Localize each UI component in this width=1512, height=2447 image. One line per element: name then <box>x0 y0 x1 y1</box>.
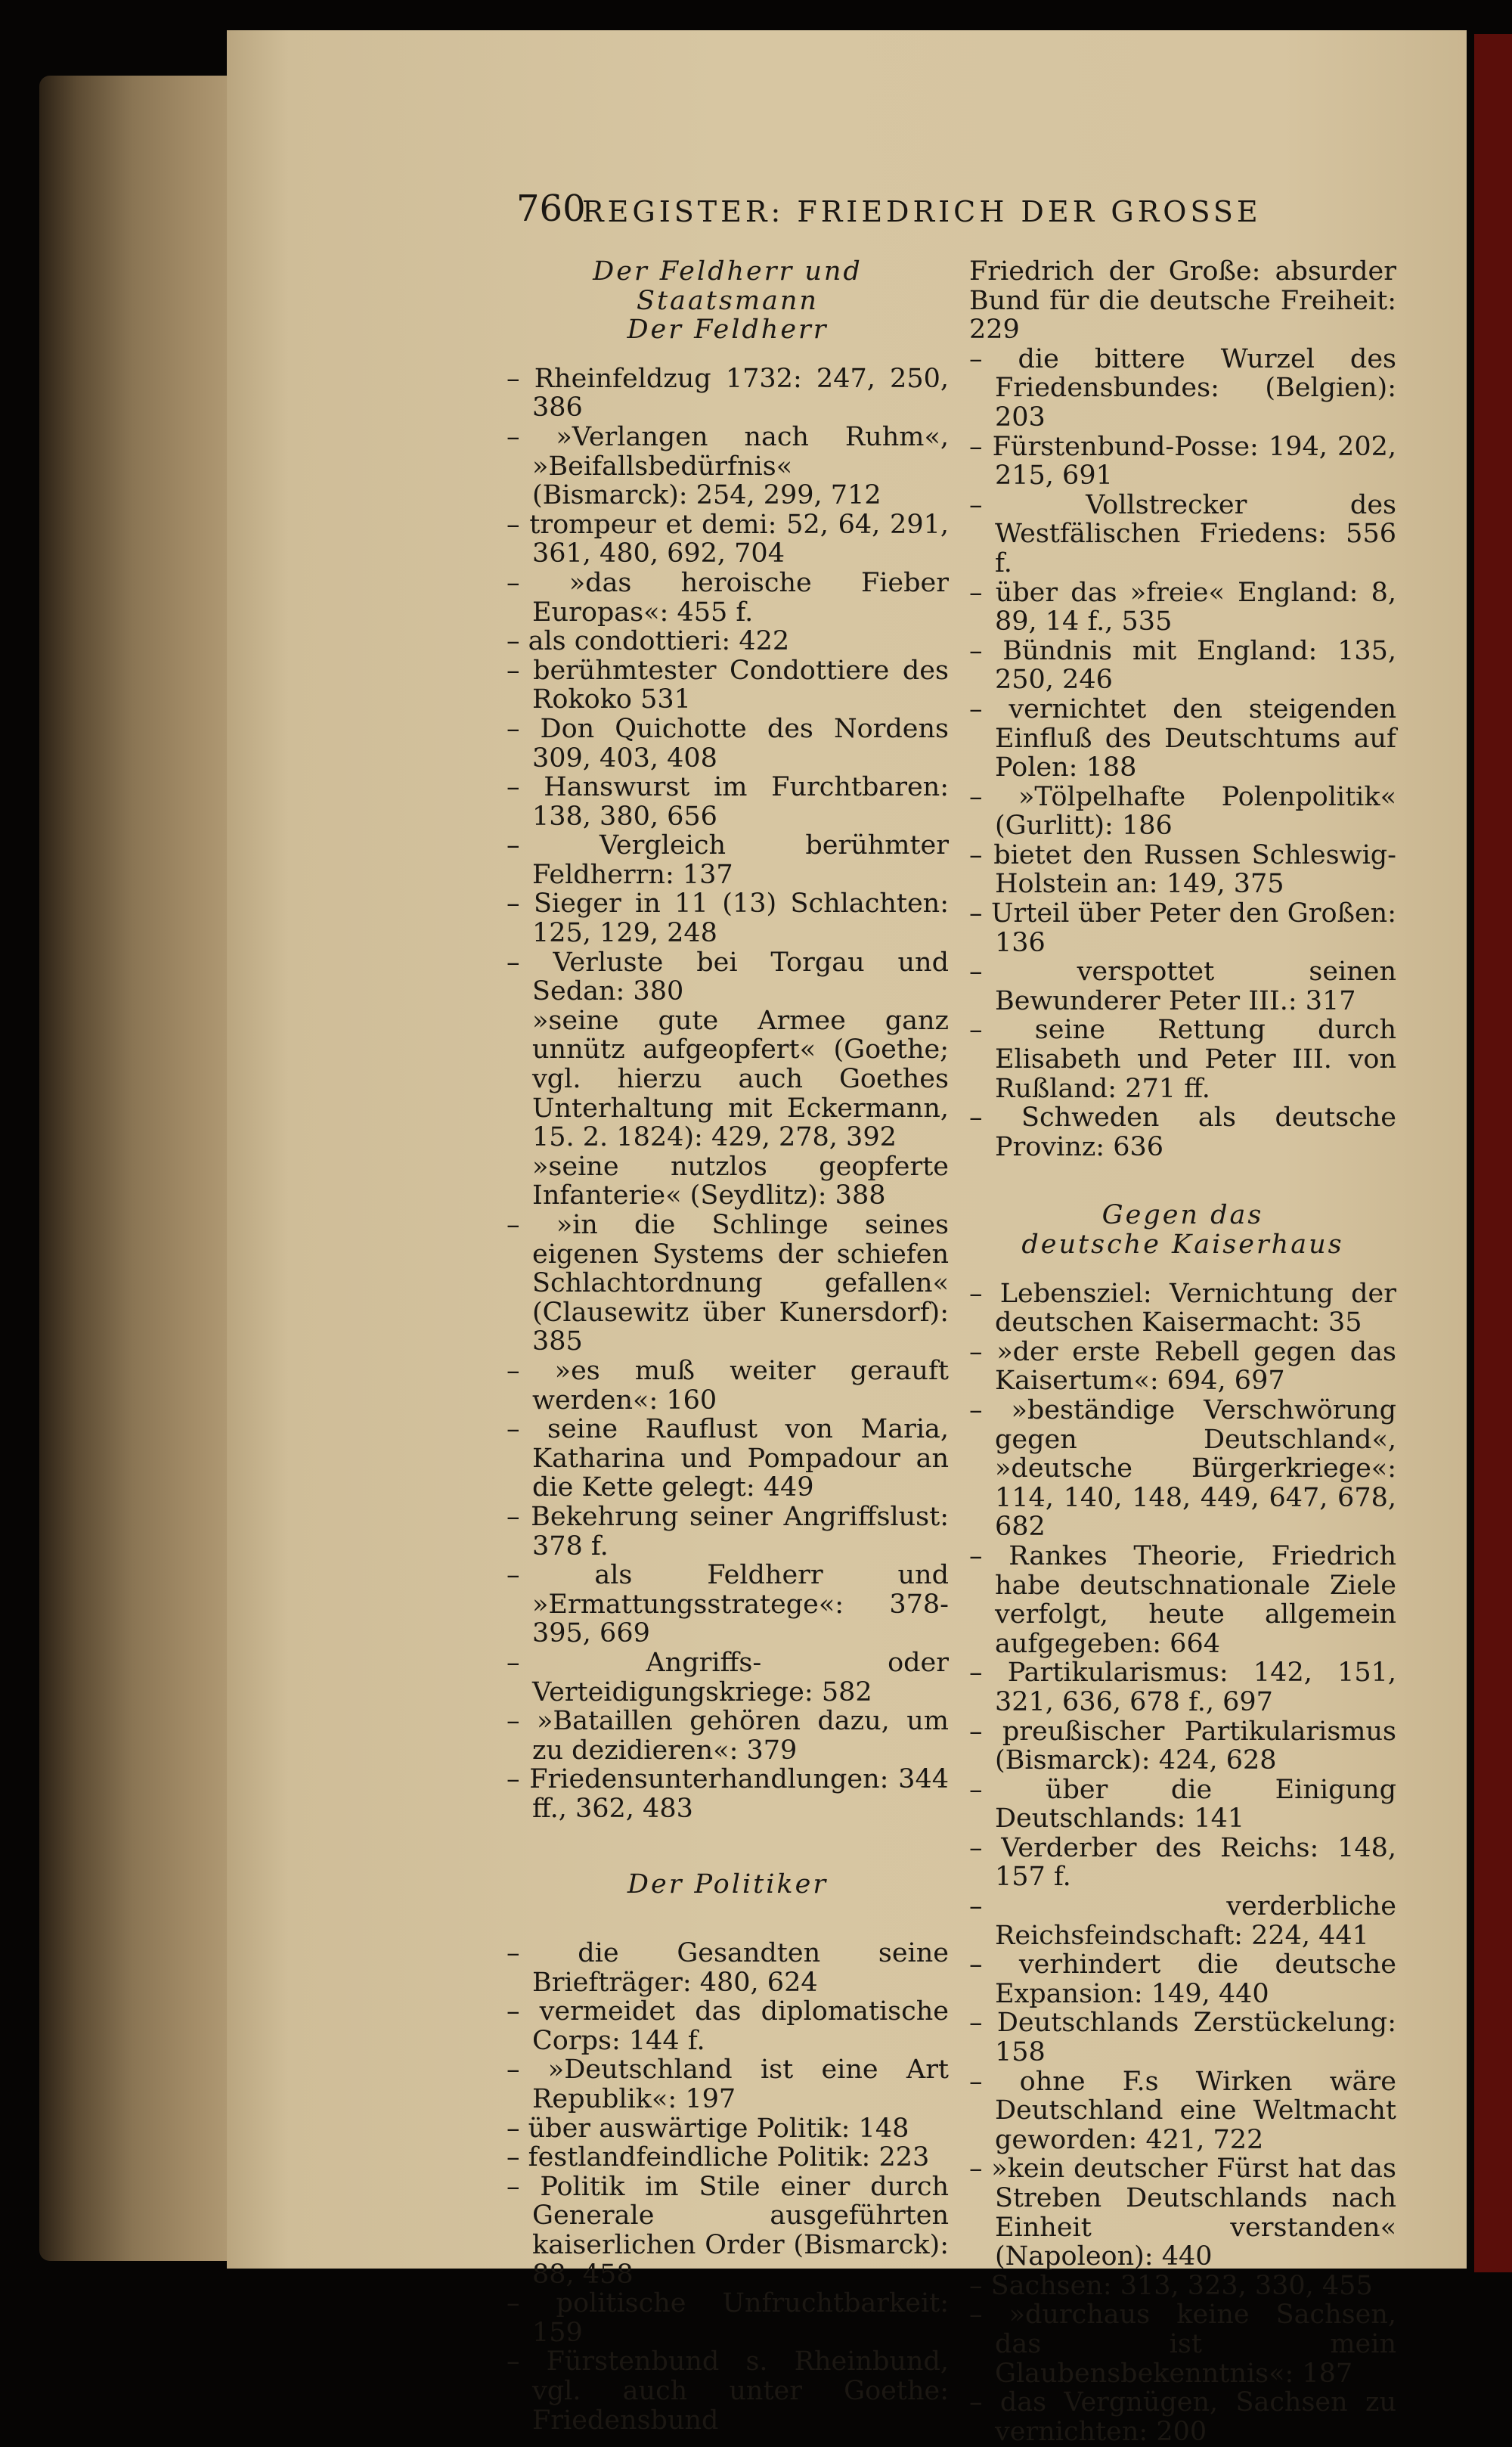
index-entry: – Angriffs- oder Verteidigungskriege: 582 <box>507 1647 949 1707</box>
index-entry: – Fürstenbund-Posse: 194, 202, 215, 691 <box>969 431 1396 492</box>
index-entry: – »Tölpelhafte Polenpolitik« (Gurlitt): 186 <box>969 781 1396 842</box>
section-heading-feldherr-staatsmann: Der Feldherr und Staatsmann <box>593 256 863 316</box>
sub-heading-gegen-das: Gegen das <box>1101 1200 1264 1231</box>
index-entry: – als Feldherr und »Ermattungsstratege«: 378-395, 669 <box>507 1560 949 1649</box>
index-entry: – Partikularismus: 142, 151, 321, 636, 678 f., 697 <box>969 1658 1396 1717</box>
sub-heading-kaiserhaus: deutsche Kaiserhaus <box>1021 1230 1344 1260</box>
index-entry: – Vergleich berühmter Feldherrn: 137 <box>507 830 949 890</box>
index-entry: – verderbliche Reichsfeindschaft: 224, 441 <box>969 1891 1396 1951</box>
index-entry: – Verderber des Reichs: 148, 157 f. <box>969 1832 1396 1893</box>
index-entry: – »der erste Rebell gegen das Kaisertum«: 694, 697 <box>969 1336 1396 1397</box>
index-entry: – Sachsen: 313, 323, 330, 455 <box>969 2270 1373 2301</box>
index-entry: – »kein deutscher Fürst hat das Streben Deutschlands nach Einheit verstanden« (Napoleon): 440 <box>969 2154 1396 2272</box>
index-entry-continued: Friedrich der Große: absurder Bund für die deutsche Freiheit: 229 <box>969 256 1396 346</box>
index-entry: – »das heroische Fieber Europas«: 455 f. <box>507 567 949 628</box>
index-entry: – Don Quichotte des Nordens 309, 403, 408 <box>507 713 949 774</box>
index-entry: – Sieger in 11 (13) Schlachten: 125, 129, 248 <box>507 889 949 949</box>
left-column <box>507 257 949 2435</box>
index-entry: – »in die Schlinge seines eigenen Systems der schiefen Schlachtordnung gefallen« (Clausewitz über Kunersdorf): 385 <box>507 1210 949 1357</box>
index-entry: – »durchaus keine Sachsen, das ist mein Glaubensbekenntnis«: 187 <box>969 2300 1396 2389</box>
sub-heading-feldherr: Der Feldherr <box>627 315 829 346</box>
index-entry: – Hanswurst im Furchtbaren: 138, 380, 656 <box>507 772 949 832</box>
index-entry: – »beständige Verschwörung gegen Deutschland«, »deutsche Bürgerkriege«: 114, 140, 148, 449, 647, 678, 682 <box>969 1394 1396 1543</box>
index-entry: – preußischer Partikularismus (Bismarck): 424, 628 <box>969 1716 1396 1776</box>
index-entry: – Bündnis mit England: 135, 250, 246 <box>969 635 1396 696</box>
index-entry: – »Bataillen gehören dazu, um zu dezidieren«: 379 <box>507 1706 949 1766</box>
index-entry: – festlandfeindliche Politik: 223 <box>507 2142 930 2173</box>
index-entry: – seine Rauflust von Maria, Katharina und Pompadour an die Kette gelegt: 449 <box>507 1414 949 1503</box>
right-column <box>969 257 1396 2446</box>
index-entry: – Rankes Theorie, Friedrich habe deutschnationale Ziele verfolgt, heute allgemein aufgegeben: 664 <box>969 1540 1396 1659</box>
index-entry: – »es muß weiter gerauft werden«: 160 <box>507 1355 949 1416</box>
facing-page-edge <box>1474 34 1512 2272</box>
index-entry: – »Deutschland ist eine Art Republik«: 197 <box>507 2055 949 2115</box>
index-entry: – »Verlangen nach Ruhm«, »Beifallsbedürfnis« (Bismarck): 254, 299, 712 <box>507 421 949 511</box>
book-spine-edge <box>39 76 247 2261</box>
index-entry: – ohne F.s Wirken wäre Deutschland eine Weltmacht geworden: 421, 722 <box>969 2066 1396 2155</box>
index-entry: – bietet den Russen Schleswig-Holstein an: 149, 375 <box>969 839 1396 900</box>
index-entry: – vernichtet den steigenden Einfluß des Deutschtums auf Polen: 188 <box>969 693 1396 783</box>
index-entry: – seine Rettung durch Elisabeth und Peter III. von Rußland: 271 ff. <box>969 1015 1396 1104</box>
index-entry: – verspottet seinen Bewunderer Peter III.: 317 <box>969 957 1396 1016</box>
index-entry: – über das »freie« England: 8, 89, 14 f., 535 <box>969 577 1396 637</box>
index-entry: – Fürstenbund s. Rheinbund, vgl. auch unter Goethe: Friedensbund <box>507 2346 949 2436</box>
index-entry: – Verluste bei Torgau und Sedan: 380 <box>507 947 949 1007</box>
index-entry: – politische Unfruchtbarkeit: 159 <box>507 2288 949 2348</box>
index-entry: – Bekehrung seiner Angriffslust: 378 f. <box>507 1501 949 1562</box>
index-entry: – Rheinfeldzug 1732: 247, 250, 386 <box>507 363 949 423</box>
index-entry: – Urteil über Peter den Großen: 136 <box>969 898 1396 958</box>
index-entry: – berühmtester Condottiere des Rokoko 531 <box>507 655 949 715</box>
index-subentry: »seine nutzlos geopferte Infanterie« (Seydlitz): 388 <box>532 1151 949 1211</box>
index-entry: – Vollstrecker des Westfälischen Friedens: 556 f. <box>969 489 1396 578</box>
index-subentry: »seine gute Armee ganz unnütz aufgeopfert« (Goethe; vgl. hierzu auch Goethes Unterhaltung mit Eckermann, 15. 2. 1824): 429, 278, 392 <box>532 1005 949 1153</box>
index-entry: – trompeur et demi: 52, 64, 291, 361, 480, 692, 704 <box>507 509 949 569</box>
index-entry: – über die Einigung Deutschlands: 141 <box>969 1774 1396 1834</box>
index-entry: – vermeidet das diplomatische Corps: 144 f. <box>507 1996 949 2056</box>
page-number: 760 <box>516 188 586 230</box>
index-entry: – verhindert die deutsche Expansion: 149, 440 <box>969 1949 1396 2009</box>
index-entry: – über auswärtige Politik: 148 <box>507 2113 909 2144</box>
index-entry: – Lebensziel: Vernichtung der deutschen Kaisermacht: 35 <box>969 1278 1396 1338</box>
index-entry: – als condottieri: 422 <box>507 626 790 657</box>
sub-heading-politiker: Der Politiker <box>627 1869 829 1900</box>
index-entry: – die Gesandten seine Briefträger: 480, 624 <box>507 1938 949 1998</box>
index-entry: – Schweden als deutsche Provinz: 636 <box>969 1103 1396 1162</box>
index-entry: – die bittere Wurzel des Friedensbundes: (Belgien): 203 <box>969 343 1396 433</box>
index-entry: – das Vergnügen, Sachsen zu vernichten: 200 <box>969 2387 1396 2447</box>
running-head: REGISTER: FRIEDRICH DER GROSSE <box>582 195 1262 228</box>
index-entry: – Friedensunterhandlungen: 344 ff., 362, 483 <box>507 1764 949 1824</box>
index-entry: – Politik im Stile einer durch Generale ausgeführten kaiserlichen Order (Bismarck): 88, 458 <box>507 2171 949 2290</box>
index-entry: – Deutschlands Zerstückelung: 158 <box>969 2008 1396 2068</box>
